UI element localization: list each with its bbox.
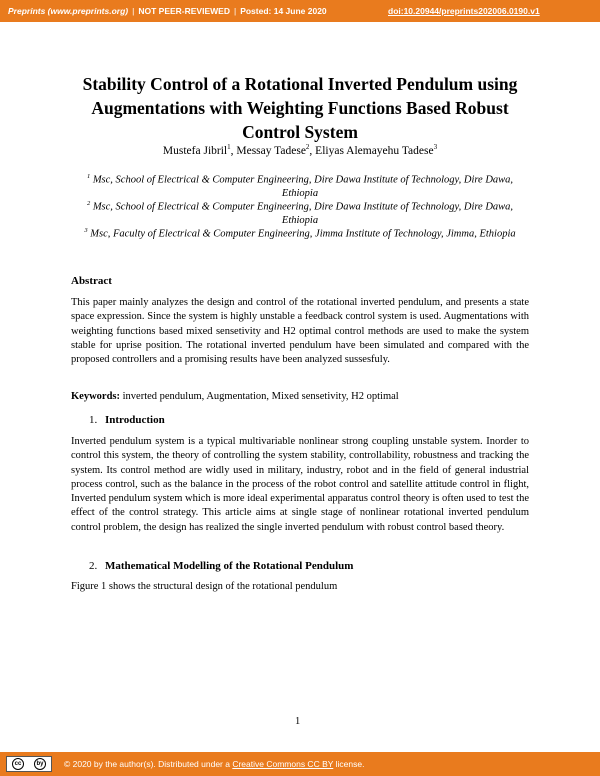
affiliation-1 — [80, 170, 520, 201]
affiliation-text: Msc, School of Electrical & Computer Engineering, Dire Dawa Institute of Technology, Dire Dawa, Ethiopia — [92, 201, 514, 226]
license-link[interactable]: Creative Commons CC BY — [232, 759, 334, 769]
header-separator: | — [132, 6, 135, 16]
section-2-heading — [89, 560, 353, 572]
header-left — [8, 6, 327, 16]
license-suffix: license. — [333, 759, 365, 769]
section-2-text: Figure 1 shows the structural design of the rotational pendulum — [71, 581, 338, 592]
keywords-label: Keywords: — [71, 391, 120, 402]
keywords-text: inverted pendulum, Augmentation, Mixed sensetivity, H2 optimal — [122, 391, 399, 402]
affiliation-text: Msc, Faculty of Electrical & Computer Engineering, Jimma Institute of Technology, Jimma, Ethiopia — [90, 228, 516, 240]
paper-title — [60, 72, 540, 144]
author-sup: 2 — [305, 143, 310, 151]
title-line: Control System — [242, 122, 358, 142]
posted-date: Posted: 14 June 2020 — [240, 6, 327, 16]
author-sup: 1 — [227, 143, 231, 151]
keywords — [71, 391, 399, 402]
preprints-link[interactable]: Preprints (www.preprints.org) — [8, 6, 129, 16]
section-1-heading — [89, 414, 165, 426]
author-name: Messay Tadese — [236, 144, 306, 157]
affiliation-sup: 2 — [86, 200, 91, 207]
affiliation-text: Msc, School of Electrical & Computer Engineering, Dire Dawa Institute of Technology, Dire Dawa, Ethiopia — [92, 174, 514, 199]
cc-icon: cc — [12, 758, 24, 770]
peer-review-status: NOT PEER-REVIEWED — [138, 6, 230, 16]
preprint-header-bar — [0, 0, 600, 22]
introduction-text: Inverted pendulum system is a typical multivariable nonlinear strong coupling unstable system. Inorder to control this system, the theory of controlling the system stability, controllability, robustness and tracking the system. Its control method are widly used in military, industry, robot and in the field of general industrial process control, such as the balance in the process of the robot control and satellite attitude control in flight, Inverted pendulum system which is more ideal experimental apparatus control theory is often used to test the effect of the control strategy. This article aims at single stage of nonlinear rotational inverted pendulum control problem, the design has realized the single inverted pendulum with robust control based theory. — [71, 436, 529, 533]
affiliation-3 — [80, 224, 520, 241]
author-sup: 3 — [433, 143, 438, 151]
section-number: 2. — [89, 560, 98, 572]
author-name: Mustefa Jibril — [162, 144, 228, 157]
author-list — [60, 143, 540, 157]
author-separator: , — [309, 144, 316, 157]
affiliation-sup: 3 — [84, 227, 88, 234]
license-text — [64, 759, 364, 769]
license-prefix: © 2020 by the author(s). Distributed under a — [64, 759, 233, 769]
title-line: Stability Control of a Rotational Inverted Pendulum using — [82, 74, 518, 94]
author-name: Eliyas Alemayehu Tadese — [315, 144, 434, 157]
abstract-heading: Abstract — [71, 275, 112, 287]
title-line: Augmentations with Weighting Functions Based Robust — [91, 98, 509, 118]
affiliation-sup: 1 — [86, 173, 91, 180]
doi-link[interactable]: doi:10.20944/preprints202006.0190.v1 — [388, 6, 540, 16]
header-separator: | — [233, 6, 237, 16]
abstract-text: This paper mainly analyzes the design and control of the rotational inverted pendulum, and presents a state space expression. Since the system is highly unstable a feedback control system is used. Augmentations with weighting functions based mixed sensetivity and H2 optimal control methods are used to make the system stable for uprise position. The rotational inverted pendulum have been simulated and compared with the proposed controllers and a promising results have been analyzed sussesfuly. — [71, 297, 529, 366]
cc-by-badge[interactable] — [6, 756, 52, 772]
page-number: 1 — [295, 716, 301, 727]
affiliation-2 — [80, 197, 520, 228]
section-title: Mathematical Modelling of the Rotational Pendulum — [105, 560, 354, 572]
section-title: Introduction — [105, 414, 165, 426]
license-footer-bar — [0, 752, 600, 776]
author-separator: , — [230, 144, 237, 157]
by-icon: by — [34, 758, 46, 770]
section-number: 1. — [89, 414, 98, 426]
